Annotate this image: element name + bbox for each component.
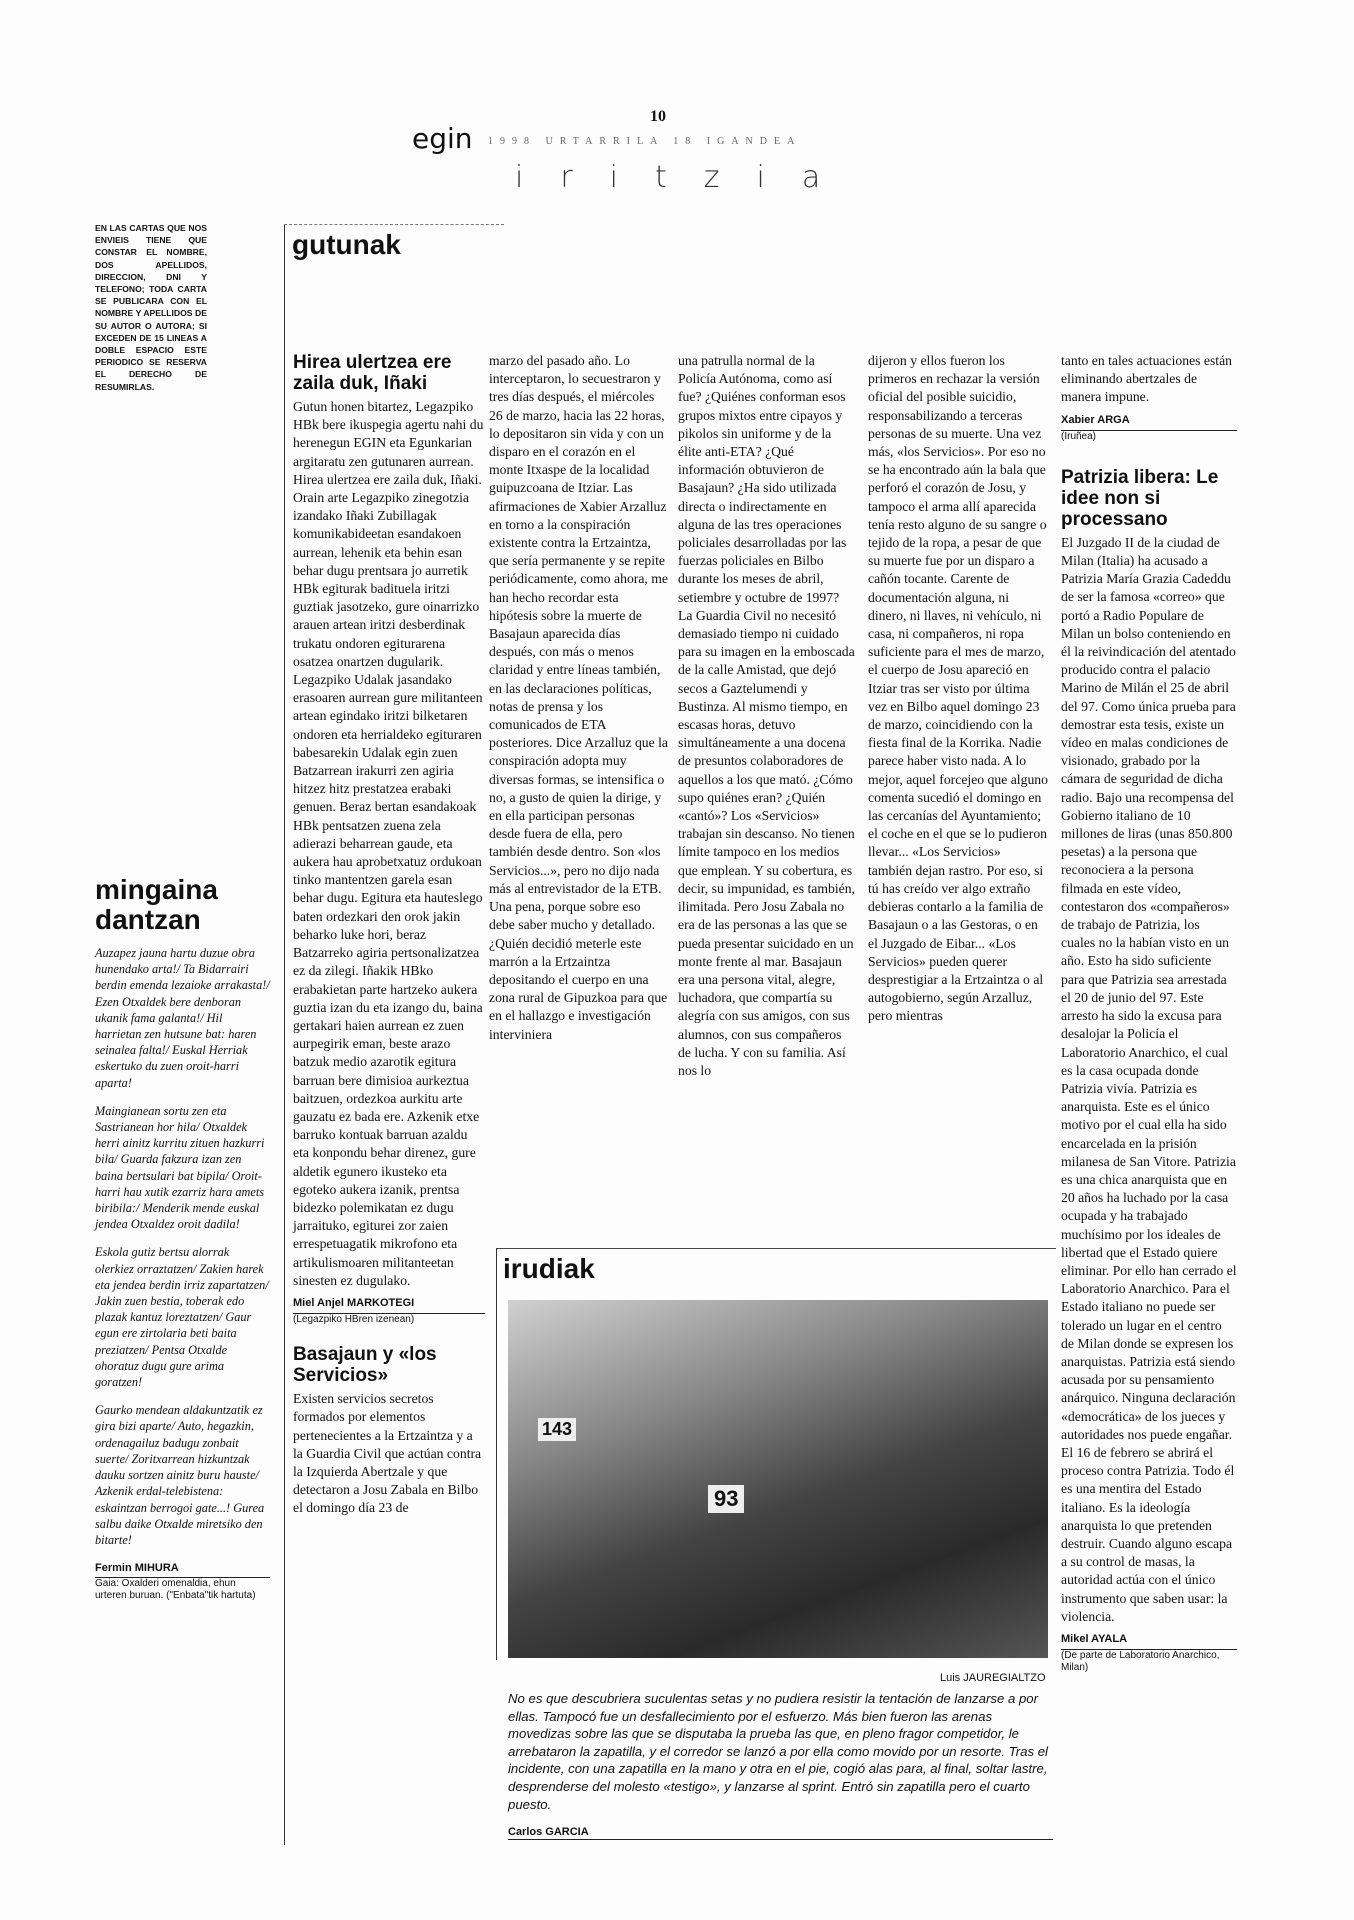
author: Mikel AYALA [1061,1630,1237,1650]
letter-hirea [293,352,485,1518]
article-title: Basajaun y «los Servicios» [293,1344,437,1387]
article-title: Hirea ulertzea ere zaila duk, Iñaki [293,352,452,394]
article-body: Gutun honen bitartez, Legazpiko HBk bere ikuspegia agertu nahi du herenegun EGIN eta Egunkarian argitaratu zen gutunaren aurrean. Hirea ulertzea ere zaila duk, Iñaki. Orain arte Legazpiko zinegotzia izandako Iñaki Zubillagak komunikabideetan esandakoen aurrean, lehenik eta behin esan behar dugu prentsara jo aurretik HBk egiturak badituela iritzi guztiak jasotzeko, gure oinarrizko arauen artean iritzi desberdinak trukatu ondoren egiturarena osatzea onartzen dugularik. Legazpiko Udalak jasandako erasoaren aurrean gure militanteen artean egindako iritzi bilketaren ondoren eta herrialdeko egituraren babesarekin Udalak egin zuen Batzarrean irakurri zen agiria hitzez hitz prestatzea erabaki genuen. Beraz bertan esandakoak HBk pentsatzen zuena zela adierazi beharrean gaude, eta aukera hau aprobetxatuz ordukoan tinko mantentzen garela esan behar dugu. Egitura eta hauteslego baten ordezkari den orok jakin beharko luke hori, beraz Batzarreko agiria pertsonalizatzea ez da zilegi. Iñakik HBko erabakietan parte hartzeko aukera guztia izan du eta izango du, baina gertakari haien aurrean ez zuen aurpegirik eman, beste arazo batzuk medio azarotik egitura barruan bere dimisioa aurkeztua baitzuen, ordezkoa aurkitu arte gauzatu ez bada ere. Azkenik etxe barruko kontuak barruan azaldu eta konpondu behar direnez, gure aldetik egunero ikusteko eta egoteko aukera izanik, prentsa bidezko polemikatan ez dugu jarraituko, egiturei zor zaien errespetuagatik mikrofono eta artikulismoaren militanteetan sinesten ez dugulako. [293,399,484,1288]
stanza: Gaurko mendean aldakuntzatik ez gira bizi aparte/ Auto, hegazkin, ordenagailuz badugu zonbait suerte/ Zoritxarrean hizkuntzak dauku sortzen ainitz buru hauste/ Azkenik erdal-telebistena: eskaintzan berrogoi gate...! Gurea salbu daike Otxalde miretsiko den bitarte! [95,1403,265,1547]
source-note: Gaia: Oxalderi omenaldia, ehun urteren buruan. ("Enbata"tik hartuta) [95,1578,256,1602]
cross-country-photo [508,1300,1048,1658]
rule [496,1248,1056,1249]
stanza: Eskola gutiz bertsu alorrak olerkiez orraztatzen/ Zakien harek eta jendea berdin irriz zapartatzen/ Jakin zuen bestia, toberak edo plazak kantuz loreztatzen/ Gaur egun ere zirtolaria beti baita preziatzen/ Pentsa Otxalde ohoratuz dugu gure arima goratzen! [95,1245,269,1390]
author: Fermin MIHURA [95,1560,270,1578]
bib-number: 143 [538,1418,576,1441]
article-title: Patrizia libera: Le idee non si processano [1061,466,1219,530]
letter-basajaun-col3 [678,352,856,1080]
letter-column5 [1061,352,1237,1674]
photo-credit: Luis JAUREGIALTZO [940,1672,1046,1684]
article-body: El Juzgado II de la ciudad de Milan (Italia) ha acusado a Patrizia María Grazia Cadeddu de ser la famosa «correo» que portó a Radio Populare de Milan un bolso conteniendo en él la reivindicación del atentado producido contra el palacio Marino de Milán el 25 de abril del 97. Como única prueba para demostrar esta tesis, existe un vídeo en malas condiciones de visionado, grabado por la cámara de seguridad de dicha radio. Bajo una recompensa del Gobierno italiano de 10 millones de liras (unas 850.800 pesetas) a la persona que reconociera a la persona filmada en este vídeo, contestaron dos «compañeros» de trabajo de Patrizia, los cuales no la habían visto en un año. Esto ha sido suficiente para que Patrizia sea arrestada el 20 de junio del 97. Este arresto ha sido la excusa para desalojar la Policía el Laboratorio Anarchico, el cual es la casa ocupada donde Patrizia vivía. Patrizia es anarquista. Este es el único motivo por el cual ella ha sido encarcelada en la prisión milanesa de San Vitore. Patrizia es una chica anarquista que en 20 años ha luchado por la casa ocupada y ha trabajado muchísimo por los ideales de libertad que el Estado quiere eliminar. Por ello han cerrado el Laboratorio Anarchico. Para el Estado italiano no puede ser tolerado un lugar en el centro de Milan donde se expresen los anarquistas. Patrizia está siendo acusada por su pensamiento anárquico. Ninguna declaración «democrática» de los jueces y autoridades nos puede engañar. El 16 de febrero se abrirá el proceso contra Patrizia. Todo él es una mentira del Estado italiano. Es la ideología anarquista lo que pretenden destruir. Cuando alguno escapa a su control de masas, la autoridad actúa con el único instrumento que saben usar: la violencia. [1061,534,1237,1624]
page-number: 10 [650,108,666,125]
article-body: marzo del pasado año. Lo interceptaron, lo secuestraron y tres días después, el miércoles 26 de marzo, hacia las 22 horas, lo depositaron sin vida y con un disparo en el corazón en el monte Itxaspe de la localidad guipuzcoana de Itziar. Las afirmaciones de Xabier Arzalluz en torno a la conspiración existente contra la Ertzaintza, que sería permanente y se repite periódicamente, como ahora, me han hecho recordar esta hipótesis sobre la muerte de Basajaun aparecida días después, con más o menos claridad y entre líneas también, en las declaraciones políticas, notas de prensa y los comunicados de ETA posteriores. Dice Arzalluz que la conspiración adopta muy diversas formas, se intensifica o no, a gusto de quien la dirige, y en ella participan personas desde fuera de ella, pero también desde dentro. Son «los Servicios...», pero no dijo nada más al entrevistador de la ETB. Una pena, porque sobre eso debe saber mucho y detallado. ¿Quién decidió meterle este marrón a la Ertzaintza depositando el cuerpo en una zona rural de Gipuzkoa para que en el hallazgo e investigación interviniera [489,353,669,1042]
article-body: tanto en tales actuaciones están eliminando abertzales de manera impune. [1061,353,1233,405]
article-body: una patrulla normal de la Policía Autónoma, como así fue? ¿Quiénes conforman esos grupos mixtos entre cipayos y pikolos sin uniforme y de la élite anti-ETA? ¿Qué información obtuvieron de Basajaun? ¿Ha sido utilizada directa o indirectamente en alguna de las tres operaciones policiales desarrolladas por las fuerzas policiales en Bilbo durante los meses de abril, setiembre y octubre de 1997? La Guardia Civil no necesitó demasiado tiempo ni cuidado para su imagen en la emboscada de la calle Amistad, que dejó secos a Gaztelumendi y Bustinza. Al mismo tiempo, en escasas horas, detuvo simultáneamente a una docena de presuntos colaboradores de aquellos a los que mató. ¿Cómo supo quiénes eran? ¿Quién «cantó»? Los «Servicios» trabajan sin descanso. No tienen límite tampoco en los medios que emplean. Y su cobertura, es decir, su impunidad, es también, ilimitada. Pero Josu Zabala no era de las personas a las que se pueda presentar suicidado en un monte frente al mar. Basajaun era una persona vital, alegre, luchadora, que compartía su alegría con sus amigos, con sus alumnos, con sus compañeros de lucha. Y con su familia. Así nos lo [678,353,855,1078]
column-rule [496,1248,497,1660]
bib-number: 93 [708,1485,744,1513]
author: Carlos GARCIA [508,1826,1053,1840]
gutunak-rubric: gutunak [292,229,401,260]
mingaina-rubric: mingaina dantzan [95,874,218,935]
affiliation: (Iruñea) [1061,430,1097,442]
author: Xabier ARGA [1061,411,1237,431]
affiliation: (De parte de Laboratorio Anarchico, Milan) [1061,1650,1220,1674]
column-rule [284,225,285,1845]
poem [95,945,270,1602]
stanza: Maingianean sortu zen eta Sastrianean hor hila/ Otxaldek herri ainitz kurritu zituen hazkurri bila/ Guarda fakzura izan zen baina bertsulari bat bipila/ Oroit-harri hau xutik ezarriz hara amets biribila:/ Menderik mende euskal jendea Otxaldez oroit dadila! [95,1103,265,1232]
section-title: iritzia [515,160,858,195]
stanza: Auzapez jauna hartu duzue obra hunendako arta!/ Ta Bidarrairi berdin emenda lezaioke arrakasta!/ Ezen Otxaldek bere denboran ukanik fama galanta!/ Hil harrietan zen hutsune bat: haren seinalea falta!/ Euskal Herriak eskertuko du zuen oroit-harri aparta! [95,946,270,1090]
letter-basajaun-col2 [489,352,669,1044]
article-body: dijeron y ellos fueron los primeros en rechazar la versión oficial del posible suicidio, responsabilizando a terceras personas de su muerte. Una vez más, «los Servicios». Por eso no se ha encontrado aún la bala que perforó el corazón de Josu, y tampoco el arma allí aparecida tenía resto alguno de su sangre o tejido de la ropa, a pesar de que su muerte fue por un disparo a cañón tocante. Carente de documentación alguna, ni dinero, ni llaves, ni vehículo, ni casa, ni compañeros, ni ropa suficiente para el mes de marzo, el cuerpo de Josu apareció en Itziar tras ser visto por última vez en Bilbo aquel domingo 23 de marzo, coincidiendo con la fiesta final de la Korrika. Nadie parece haber visto nada. A lo mejor, aquel forcejeo que alguno comenta sucedió el domingo en las cercanías del Ayuntamiento; el coche en el que se lo pudieron llevar... «Los Servicios» también dejan rastro. Por eso, si tú has creído ver algo extraño debieras contarlo a la familia de Basajaun o a las Gestoras, o en el Juzgado de Eibar... «Los Servicios» pueden querer desprestigiar a la Ertzaintza o al autogobierno, según Arzalluz, pero mientras [868,353,1048,1024]
letter-basajaun-col4 [868,352,1048,1026]
author: Miel Anjel MARKOTEGI [293,1294,485,1314]
rule [284,224,504,225]
logo: egin [412,122,473,155]
issue-date: 1998 URTARRILA 18 IGANDEA [488,136,802,147]
letters-notice: EN LAS CARTAS QUE NOS ENVIEIS TIENE QUE CONSTAR EL NOMBRE, DOS APELLIDOS, DIRECCION, DNI Y TELEFONO; TODA CARTA SE PUBLICARA CON EL NOMBRE Y APELLIDOS DE SU AUTOR O AUTORA; SI EXCEDEN DE 15 LINEAS A DOBLE ESPACIO ESTE PERIODICO SE RESERVA EL DERECHO DE RESUMIRLAS. [95,223,207,392]
photo-caption: No es que descubriera suculentas setas y no pudiera resistir la tentación de lanzarse a por ellas. Tampocó fue un desfallecimiento por el esfuerzo. Más bien fueron las arenas movedizas sobre las que se disputaba la prueba las que, en pleno fragor competidor, le arrebataron la zapatilla, y el corredor se lanzó a por ella como movido por un resorte. Tras el incidente, con una zapatilla en la mano y otra en el pie, cogió alas para, al final, soltar lastre, desprenderse del molesto «testigo», y lanzarse al sprint. Entró sin zapatilla pero el cuarto puesto. [508,1691,1048,1812]
article-body: Existen servicios secretos formados por elementos pertenecientes a la Ertzaintza y a la Guardia Civil que actúan contra la Izquierda Abertzale y que detectaron a Josu Zabala en Bilbo el domingo día 23 de [293,1391,482,1516]
affiliation: (Legazpiko HBren izenean) [293,1314,415,1326]
irudiak-rubric: irudiak [503,1253,595,1284]
